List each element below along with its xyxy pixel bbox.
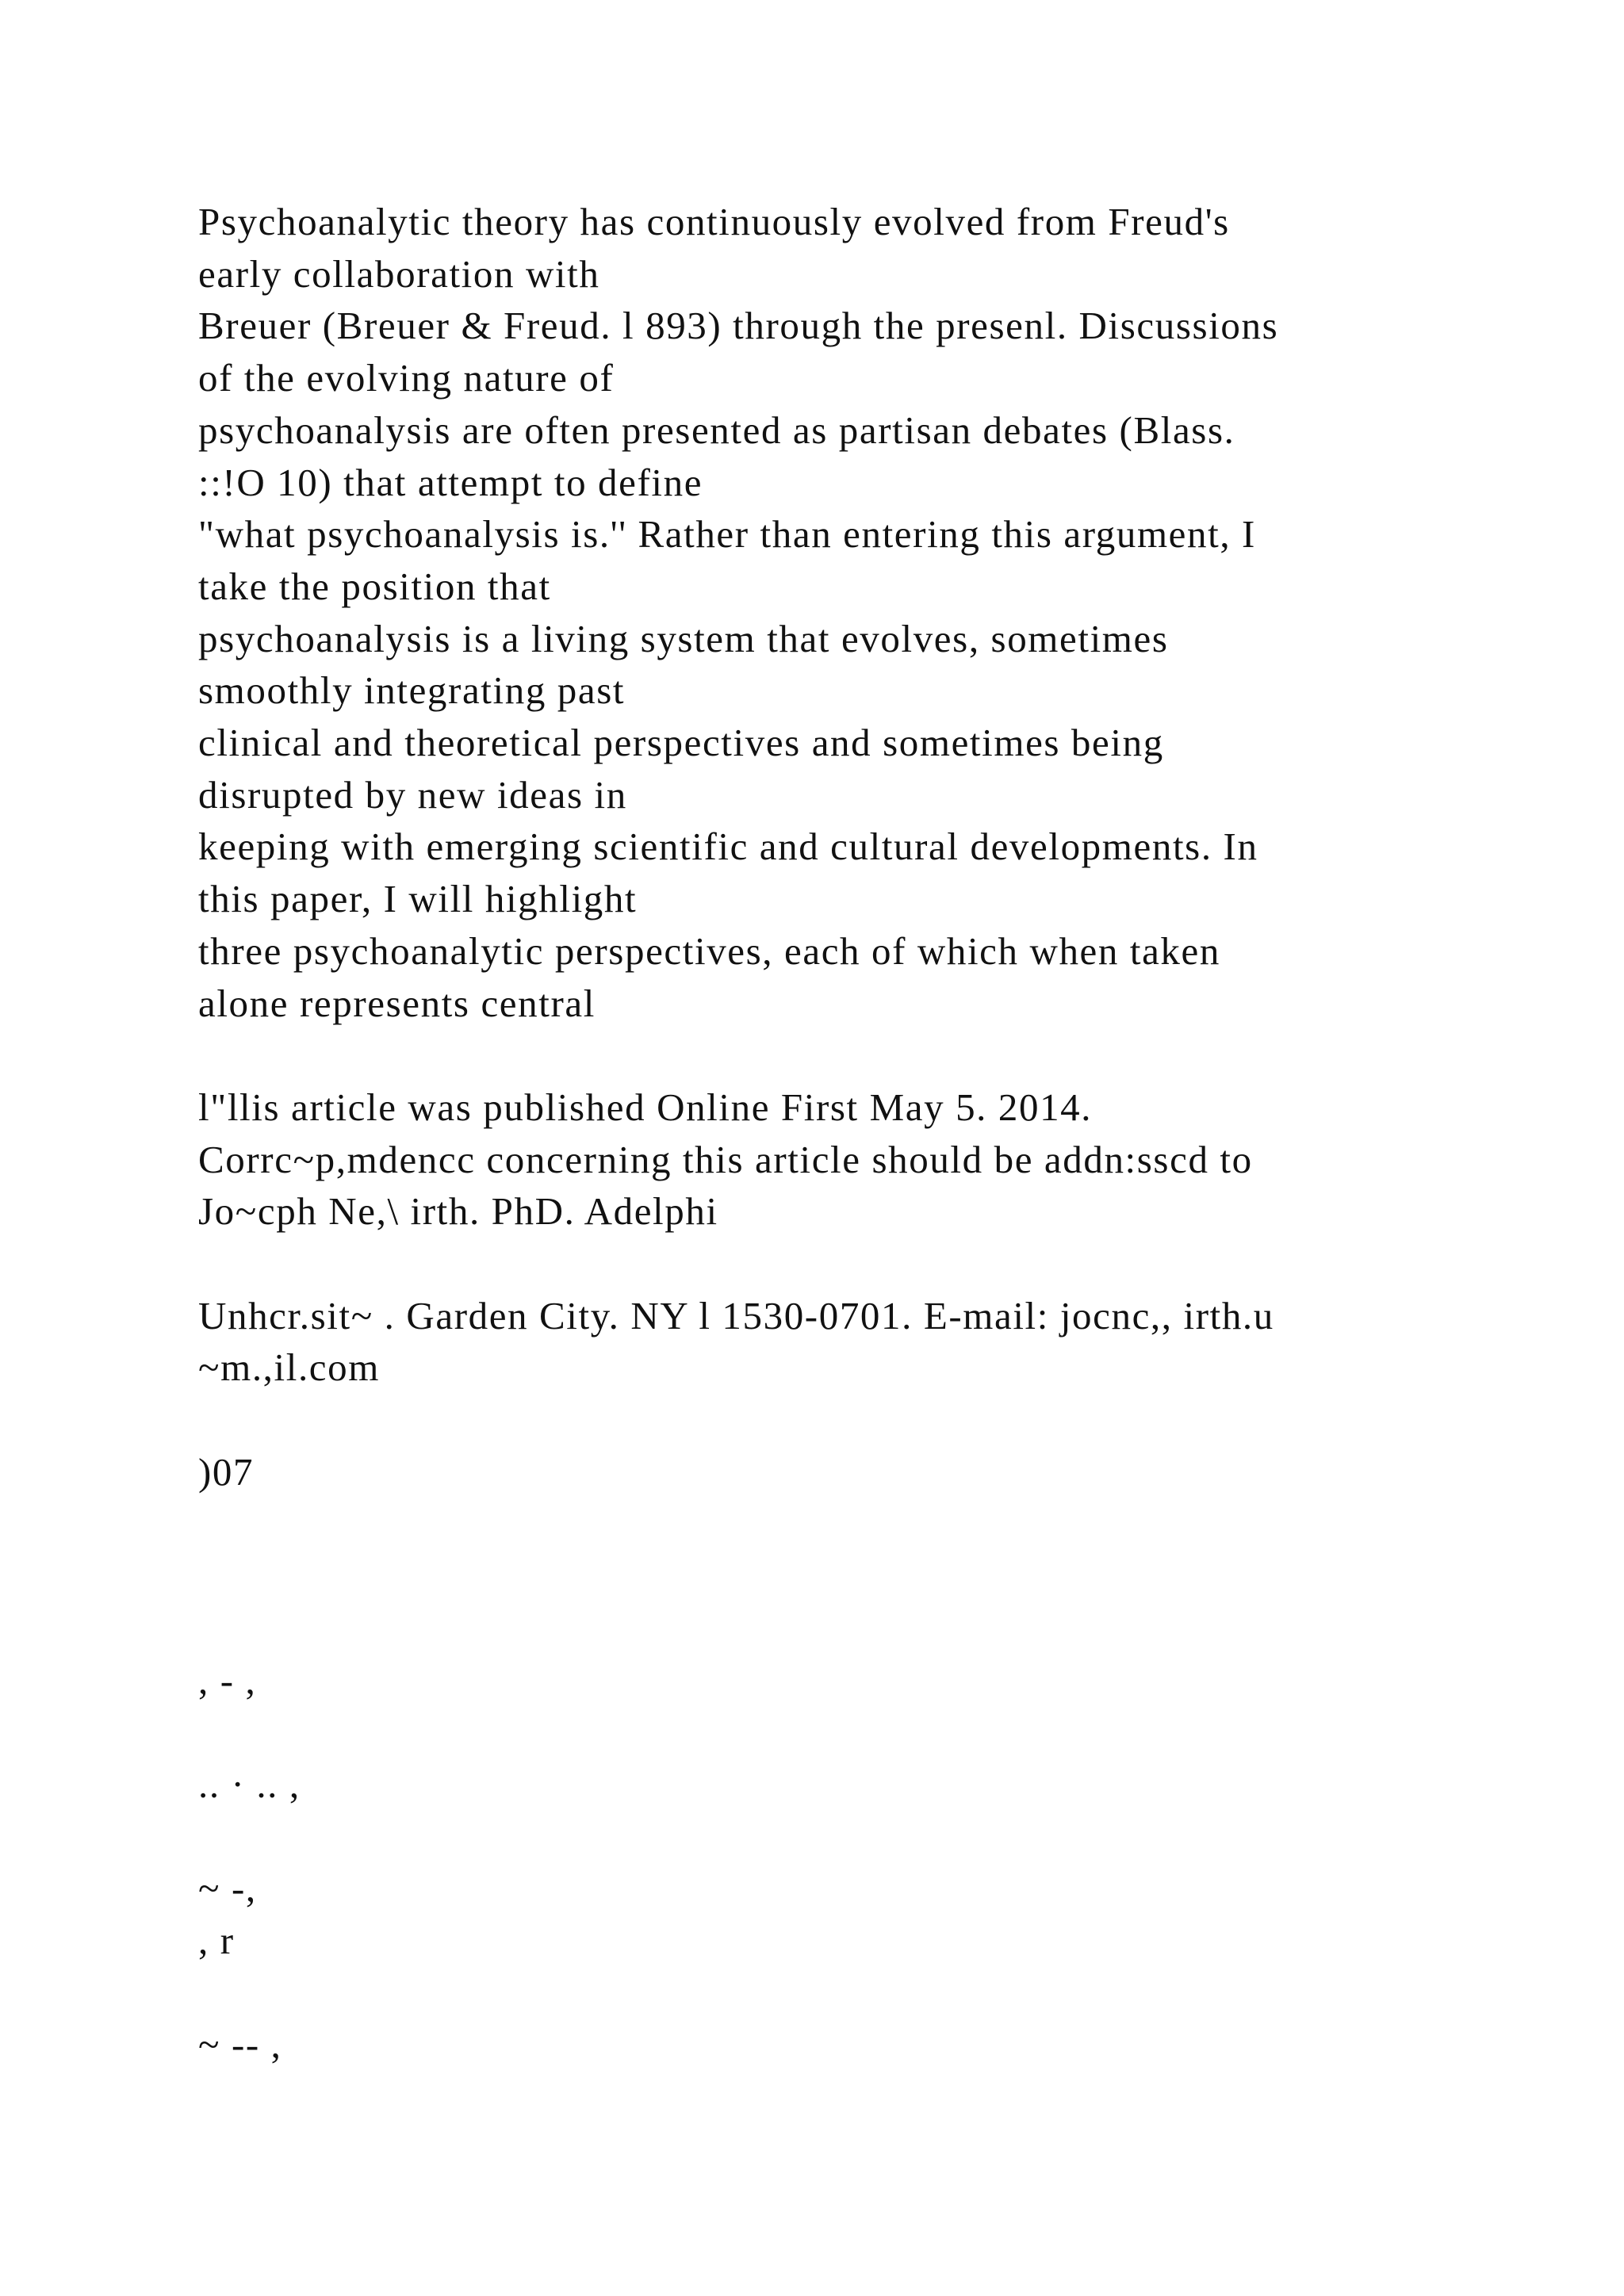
blank-line xyxy=(198,1029,1546,1081)
body-line: take the position that xyxy=(198,564,551,608)
body-line: clinical and theoretical perspectives and sometimes being xyxy=(198,721,1164,765)
address-line: Unhcr.sit~ . Garden City. NY l 1530-0701. E-mail: jocnc,, irth.u xyxy=(198,1293,1274,1337)
blank-line xyxy=(198,1238,1546,1290)
ocr-fragment: , r xyxy=(198,1919,235,1963)
body-line: early collaboration with xyxy=(198,251,600,296)
body-line: Breuer (Breuer & Freud. l 893) through the presenl. Discussions xyxy=(198,304,1279,348)
body-line: keeping with emerging scientific and cultural developments. In xyxy=(198,825,1258,869)
body-line: disrupted by new ideas in xyxy=(198,772,627,817)
body-line: three psychoanalytic perspectives, each of which when taken xyxy=(198,928,1220,973)
body-line: smoothly integrating past xyxy=(198,668,626,713)
body-line: of the evolving nature of xyxy=(198,356,615,400)
blank-line xyxy=(198,1967,1546,2019)
body-line: psychoanalysis are often presented as partisan debates (Blass. xyxy=(198,408,1235,452)
footnote-line: Jo~cph Ne,\ irth. PhD. Adelphi xyxy=(198,1189,718,1234)
blank-line xyxy=(198,1394,1546,1446)
ocr-fragment: .. · .. , xyxy=(198,1762,301,1806)
body-line: this paper, I will highlight xyxy=(198,877,638,921)
blank-line xyxy=(198,1602,1546,1655)
address-line: ~m.,il.com xyxy=(198,1345,380,1390)
body-line: ::!O 10) that attempt to define xyxy=(198,460,703,504)
ocr-fragment: ~ -, xyxy=(198,1866,257,1911)
blank-line xyxy=(198,1706,1546,1758)
blank-line xyxy=(198,1550,1546,1602)
body-line: "what psychoanalysis is.'' Rather than entering this argument, I xyxy=(198,512,1256,557)
body-line: Psychoanalytic theory has continuously evolved from Freud's xyxy=(198,200,1230,243)
blank-line xyxy=(198,1498,1546,1551)
body-line: psychoanalysis is a living system that evolves, sometimes xyxy=(198,616,1169,660)
body-line: alone represents central xyxy=(198,981,596,1025)
footnote-line: l"llis article was published Online First May 5. 2014. xyxy=(198,1085,1093,1129)
page-number: )07 xyxy=(198,1449,255,1494)
ocr-fragment: ~ -- , xyxy=(198,2022,282,2067)
blank-line xyxy=(198,1811,1546,1863)
document-text xyxy=(198,196,1546,2071)
ocr-fragment: , - , xyxy=(198,1658,257,1702)
footnote-line: Corrc~p,mdencc concerning this article should be addn:sscd to xyxy=(198,1137,1253,1181)
